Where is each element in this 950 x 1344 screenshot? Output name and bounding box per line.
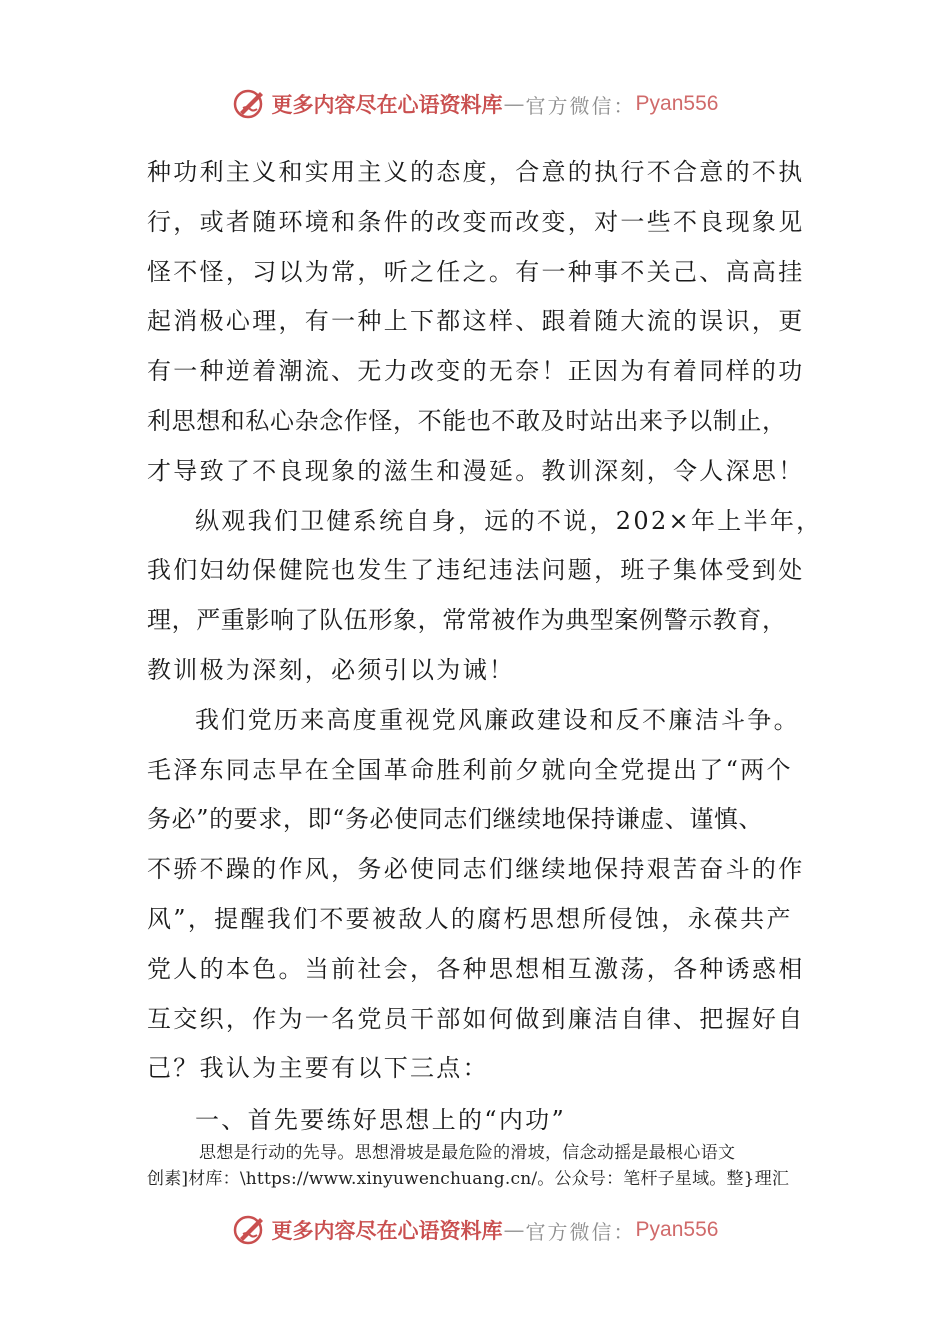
body-line-paragraph-start: 纵观我们卫健系统自身，远的不说，202×年上半年， <box>195 506 823 535</box>
body-line: 种功利主义和实用主义的态度，合意的执行不合意的不执 <box>147 158 805 186</box>
body-line-paragraph-start: 我们党历来高度重视党风廉政建设和反不廉洁斗争。 <box>195 705 800 734</box>
body-line: 党人的本色。当前社会，各种思想相互激荡，各种诱惑相 <box>147 954 805 983</box>
footnote-line: 思想是行动的先导。思想滑坡是最危险的滑坡，信念动摇是最根心语文 <box>199 1143 736 1163</box>
body-line: 不骄不躁的作风，务必使同志们继续地保持艰苦奋斗的作 <box>147 855 805 884</box>
footer-banner <box>0 1210 950 1250</box>
banner-wechat-label: 官方微信： <box>525 1219 636 1244</box>
body-line: 己？我认为主要有以下三点： <box>147 1054 489 1083</box>
banner-wechat-id: Pyan556 <box>635 1218 719 1241</box>
body-line: 行，或者随环境和条件的改变而改变，对一些不良现象见 <box>147 207 805 236</box>
banner-title: 更多内容尽在心语资料库 <box>271 93 503 117</box>
body-line: 怪不怪，习以为常，听之任之。有一种事不关己、高高挂 <box>147 257 805 286</box>
pen-logo-icon <box>232 86 268 122</box>
header-banner <box>0 84 950 124</box>
section-heading: 一、首先要练好思想上的“内功” <box>195 1106 567 1135</box>
body-line: 风”，提醒我们不要被敌人的腐朽思想所侵蚀，永葆共产 <box>147 904 793 933</box>
pen-logo-icon <box>232 1212 268 1248</box>
body-line: 理，严重影响了队伍形象，常常被作为典型案例警示教育， <box>147 606 787 635</box>
body-line: 互交织，作为一名党员干部如何做到廉洁自律、把握好自 <box>147 1004 805 1033</box>
banner-dash: — <box>503 1218 525 1242</box>
footnote-line: 创素]材库：\https://www.xinyuwenchuang.cn/。公众号：笔杆子星域。整}理汇 <box>147 1169 790 1189</box>
body-line: 我们妇幼保健院也发生了违纪违法问题，班子集体受到处 <box>147 556 805 585</box>
footnote <box>147 1140 807 1192</box>
body-line: 务必”的要求，即“务必使同志们继续地保持谦虚、谨慎、 <box>147 805 764 834</box>
body-line: 才导致了不良现象的滋生和漫延。教训深刻，令人深思！ <box>147 456 805 485</box>
banner-dash: — <box>503 92 525 116</box>
banner-title: 更多内容尽在心语资料库 <box>271 1219 503 1243</box>
body-line: 教训极为深刻，必须引以为诫！ <box>147 655 516 684</box>
document-body <box>147 148 823 1146</box>
body-line: 有一种逆着潮流、无力改变的无奈！正因为有着同样的功 <box>147 357 805 386</box>
body-line: 利思想和私心杂念作怪，不能也不敢及时站出来予以制止， <box>147 406 787 435</box>
body-line: 起消极心理，有一种上下都这样、跟着随大流的误识，更 <box>147 307 805 336</box>
body-line: 毛泽东同志早在全国革命胜利前夕就向全党提出了“两个 <box>147 755 793 784</box>
banner-wechat-label: 官方微信： <box>525 93 636 118</box>
banner-wechat-id: Pyan556 <box>635 92 719 115</box>
